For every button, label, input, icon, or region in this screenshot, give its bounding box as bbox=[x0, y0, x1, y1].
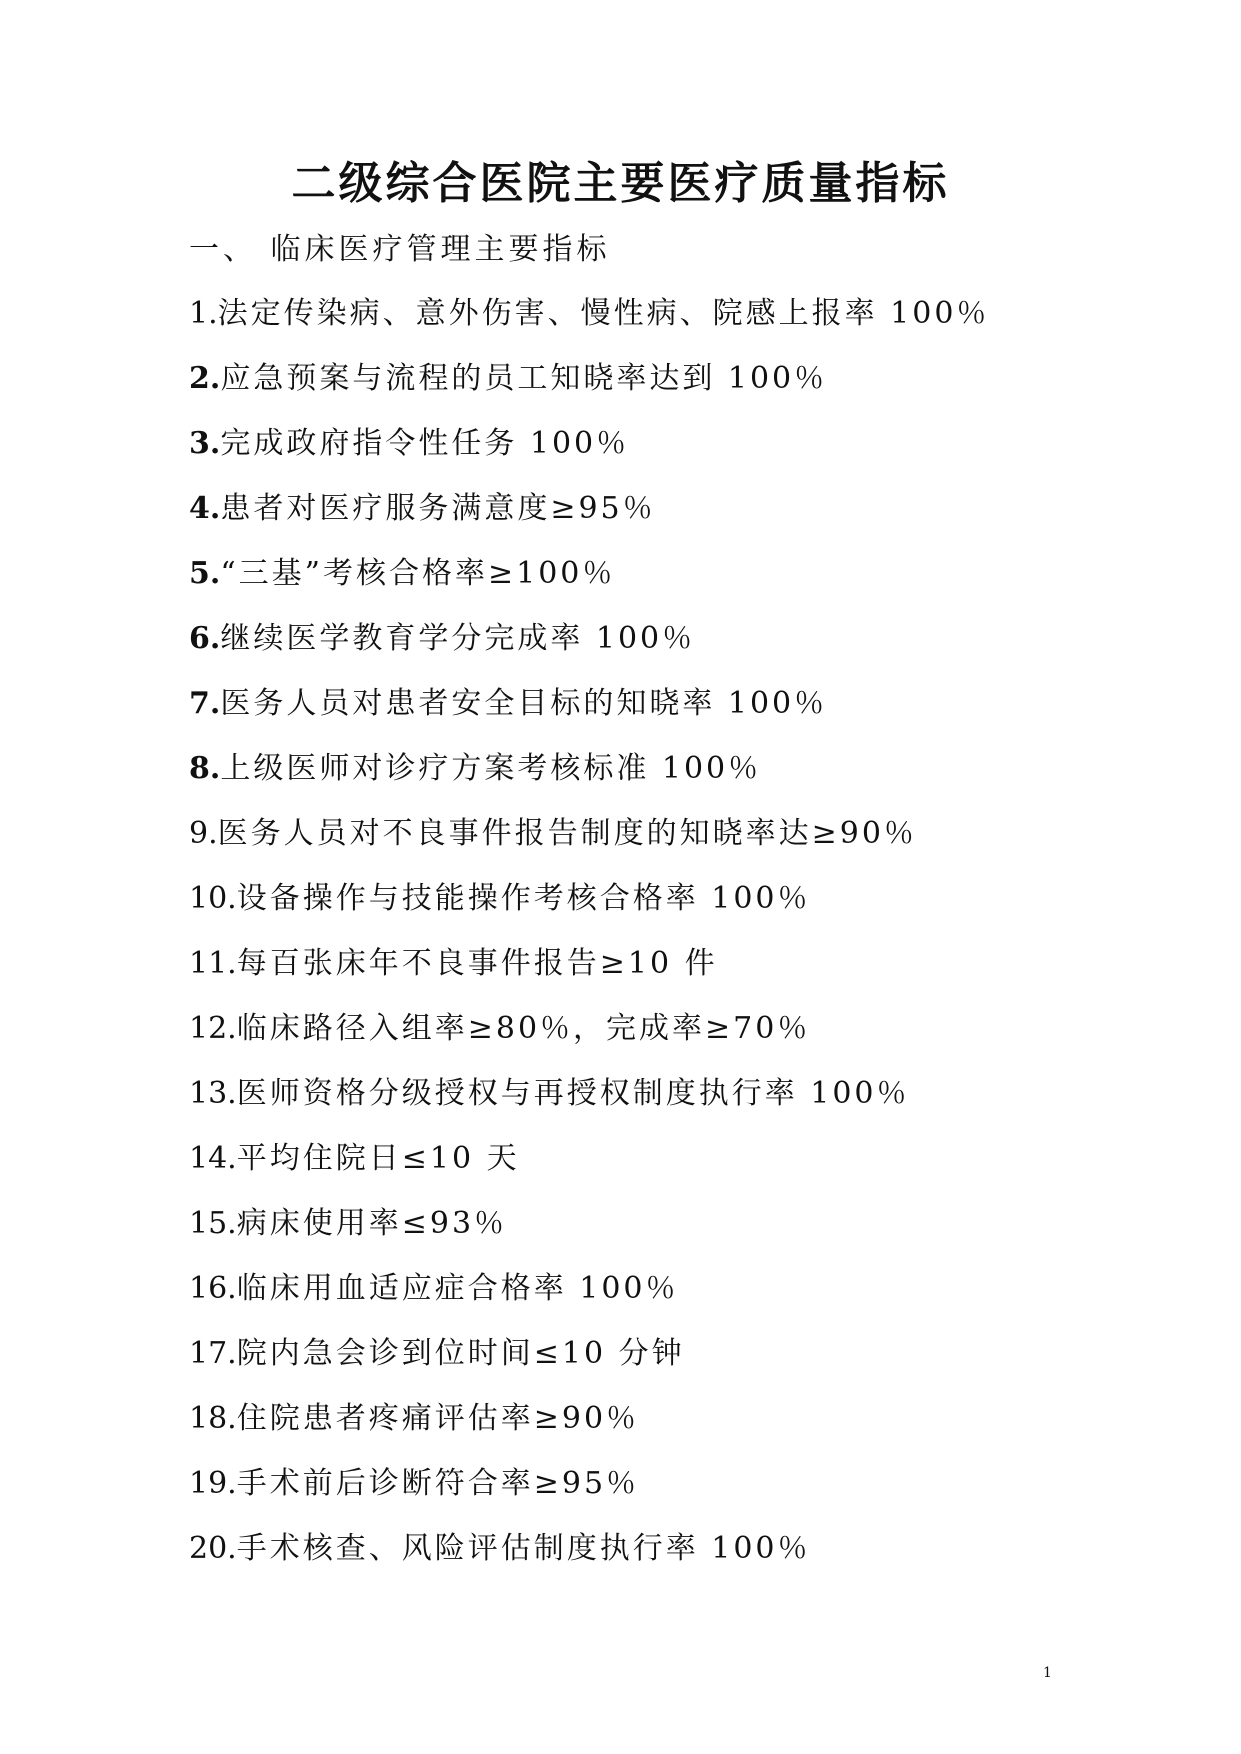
item-number: 10. bbox=[189, 881, 237, 916]
item-text: 院内急会诊到位时间≤10 分钟 bbox=[236, 1336, 685, 1371]
item-number: 4. bbox=[189, 491, 221, 526]
list-item bbox=[189, 1464, 989, 1529]
item-text: 医师资格分级授权与再授权制度执行率 100％ bbox=[236, 1076, 910, 1111]
item-text: 设备操作与技能操作考核合格率 100％ bbox=[236, 881, 811, 916]
item-text: 应急预案与流程的员工知晓率达到 100％ bbox=[220, 361, 828, 396]
item-number: 5. bbox=[189, 556, 221, 591]
item-number: 11. bbox=[189, 946, 237, 981]
item-text: 患者对医疗服务满意度≥95％ bbox=[220, 491, 656, 526]
item-text: 继续医学教育学分完成率 100％ bbox=[220, 621, 696, 656]
item-number: 12. bbox=[189, 1011, 237, 1046]
item-number: 2. bbox=[189, 361, 221, 396]
list-item bbox=[189, 684, 989, 749]
item-number: 7. bbox=[189, 686, 221, 721]
section-heading: 一、 临床医疗管理主要指标 bbox=[189, 232, 611, 267]
list-item bbox=[189, 1074, 989, 1139]
list-item bbox=[189, 944, 989, 1009]
list-item bbox=[189, 814, 989, 879]
list-item bbox=[189, 1009, 989, 1074]
item-text: 医务人员对不良事件报告制度的知晓率达≥90％ bbox=[217, 816, 917, 851]
list-item bbox=[189, 554, 989, 619]
list-item bbox=[189, 359, 989, 424]
item-text: 手术前后诊断符合率≥95％ bbox=[236, 1466, 640, 1501]
indicator-list bbox=[189, 294, 989, 1594]
page-number: 1 bbox=[1043, 1665, 1052, 1681]
item-text: “三基”考核合格率≥100％ bbox=[220, 556, 616, 591]
item-number: 16. bbox=[189, 1271, 237, 1306]
item-text: 平均住院日≤10 天 bbox=[236, 1141, 520, 1176]
item-number: 17. bbox=[189, 1336, 237, 1371]
page-title: 二级综合医院主要医疗质量指标 bbox=[291, 158, 950, 209]
list-item bbox=[189, 1269, 989, 1334]
list-item bbox=[189, 1204, 989, 1269]
item-number: 8. bbox=[189, 751, 221, 786]
list-item bbox=[189, 1139, 989, 1204]
list-item bbox=[189, 749, 989, 814]
list-item bbox=[189, 424, 989, 489]
item-text: 手术核查、风险评估制度执行率 100％ bbox=[236, 1531, 811, 1566]
list-item bbox=[189, 1399, 989, 1464]
item-text: 病床使用率≤93％ bbox=[236, 1206, 508, 1241]
item-number: 15. bbox=[189, 1206, 237, 1241]
item-text: 医务人员对患者安全目标的知晓率 100％ bbox=[220, 686, 828, 721]
list-item bbox=[189, 1529, 989, 1594]
item-number: 20. bbox=[189, 1531, 237, 1566]
item-number: 14. bbox=[189, 1141, 237, 1176]
item-number: 6. bbox=[189, 621, 221, 656]
list-item bbox=[189, 619, 989, 684]
list-item bbox=[189, 294, 989, 359]
item-text: 完成政府指令性任务 100％ bbox=[220, 426, 630, 461]
item-number: 19. bbox=[189, 1466, 237, 1501]
item-text: 上级医师对诊疗方案考核标准 100％ bbox=[220, 751, 762, 786]
list-item bbox=[189, 1334, 989, 1399]
item-text: 临床路径入组率≥80％，完成率≥70％ bbox=[236, 1011, 811, 1046]
list-item bbox=[189, 489, 989, 554]
item-text: 住院患者疼痛评估率≥90％ bbox=[236, 1401, 640, 1436]
item-number: 18. bbox=[189, 1401, 237, 1436]
item-text: 法定传染病、意外伤害、慢性病、院感上报率 100％ bbox=[217, 296, 990, 331]
item-text: 每百张床年不良事件报告≥10 件 bbox=[236, 946, 718, 981]
list-item bbox=[189, 879, 989, 944]
item-number: 9. bbox=[189, 816, 218, 851]
item-number: 13. bbox=[189, 1076, 237, 1111]
item-number: 3. bbox=[189, 426, 221, 461]
item-text: 临床用血适应症合格率 100％ bbox=[236, 1271, 679, 1306]
item-number: 1. bbox=[189, 296, 218, 331]
